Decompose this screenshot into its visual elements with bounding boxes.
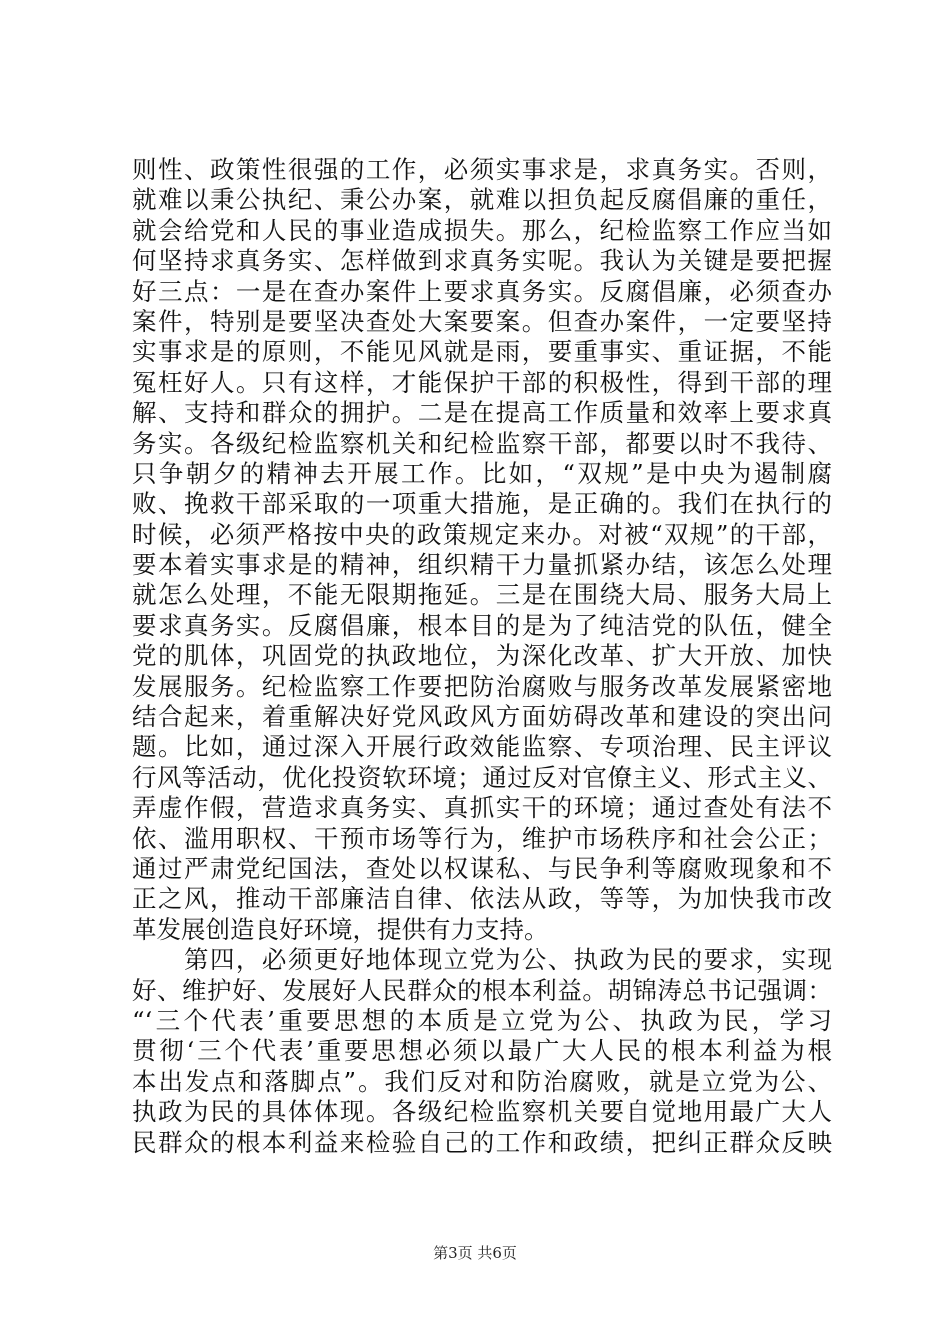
- text-line: 革发展创造良好环境，提供有力支持。: [132, 914, 549, 944]
- text-line: 解、支持和群众的拥护。二是在提高工作质量和效率上要求真: [132, 398, 832, 428]
- text-line: 执政为民的具体体现。各级纪检监察机关要自觉地用最广大人: [132, 1097, 832, 1127]
- text-line: 案件，特别是要坚决查处大案要案。但查办案件，一定要坚持: [132, 306, 832, 336]
- text-line: 贯彻‘三个代表’重要思想必须以最广大人民的根本利益为根: [132, 1036, 832, 1066]
- text-line: 好、维护好、发展好人民群众的根本利益。胡锦涛总书记强调：: [132, 975, 832, 1005]
- text-line: 题。比如，通过深入开展行政效能监察、专项治理、民主评议: [132, 732, 832, 762]
- text-line: 结合起来，着重解决好党风政风方面妨碍改革和建设的突出问: [132, 702, 832, 732]
- text-line: 弄虚作假，营造求真务实、真抓实干的环境；通过查处有法不: [132, 793, 832, 823]
- text-line: 要求真务实。反腐倡廉，根本目的是为了纯洁党的队伍，健全: [132, 610, 832, 640]
- body-text: [132, 155, 832, 1158]
- text-line: 只争朝夕的精神去开展工作。比如，“双规”是中央为遏制腐: [132, 458, 832, 488]
- text-line: 好三点：一是在查办案件上要求真务实。反腐倡廉，必须查办: [132, 276, 832, 306]
- text-line: 实事求是的原则，不能见风就是雨，要重事实、重证据，不能: [132, 337, 832, 367]
- text-line: 败、挽救干部采取的一项重大措施，是正确的。我们在执行的: [132, 489, 832, 519]
- text-line: 正之风，推动干部廉洁自律、依法从政，等等，为加快我市改: [132, 884, 832, 914]
- text-line: 就怎么处理，不能无限期拖延。三是在围绕大局、服务大局上: [132, 580, 832, 610]
- text-line: 行风等活动，优化投资软环境；通过反对官僚主义、形式主义、: [132, 762, 832, 792]
- text-line: 何坚持求真务实、怎样做到求真务实呢。我认为关键是要把握: [132, 246, 832, 276]
- text-line: 就难以秉公执纪、秉公办案，就难以担负起反腐倡廉的重任，: [132, 185, 832, 215]
- page-footer: 第3页 共6页: [433, 1244, 517, 1262]
- text-line: 依、滥用职权、干预市场等行为，维护市场秩序和社会公正；: [132, 823, 832, 853]
- text-line: 第四，必须更好地体现立党为公、执政为民的要求，实现: [132, 945, 832, 975]
- text-line: 冤枉好人。只有这样，才能保护干部的积极性，得到干部的理: [132, 367, 832, 397]
- text-line: 务实。各级纪检监察机关和纪检监察干部，都要以时不我待、: [132, 428, 832, 458]
- text-line: 通过严肃党纪国法，查处以权谋私、与民争利等腐败现象和不: [132, 853, 832, 883]
- text-line: “‘三个代表’重要思想的本质是立党为公、执政为民，学习: [132, 1005, 832, 1035]
- text-line: 时候，必须严格按中央的政策规定来办。对被“双规”的干部，: [132, 519, 832, 549]
- text-line: 发展服务。纪检监察工作要把防治腐败与服务改革发展紧密地: [132, 671, 832, 701]
- text-line: 本出发点和落脚点”。我们反对和防治腐败，就是立党为公、: [132, 1066, 832, 1096]
- text-line: 民群众的根本利益来检验自己的工作和政绩，把纠正群众反映: [132, 1127, 832, 1157]
- text-line: 则性、政策性很强的工作，必须实事求是，求真务实。否则，: [132, 155, 832, 184]
- text-line: 党的肌体，巩固党的执政地位，为深化改革、扩大开放、加快: [132, 641, 832, 671]
- text-line: 要本着实事求是的精神，组织精干力量抓紧办结，该怎么处理: [132, 550, 832, 580]
- text-line: 就会给党和人民的事业造成损失。那么，纪检监察工作应当如: [132, 215, 832, 245]
